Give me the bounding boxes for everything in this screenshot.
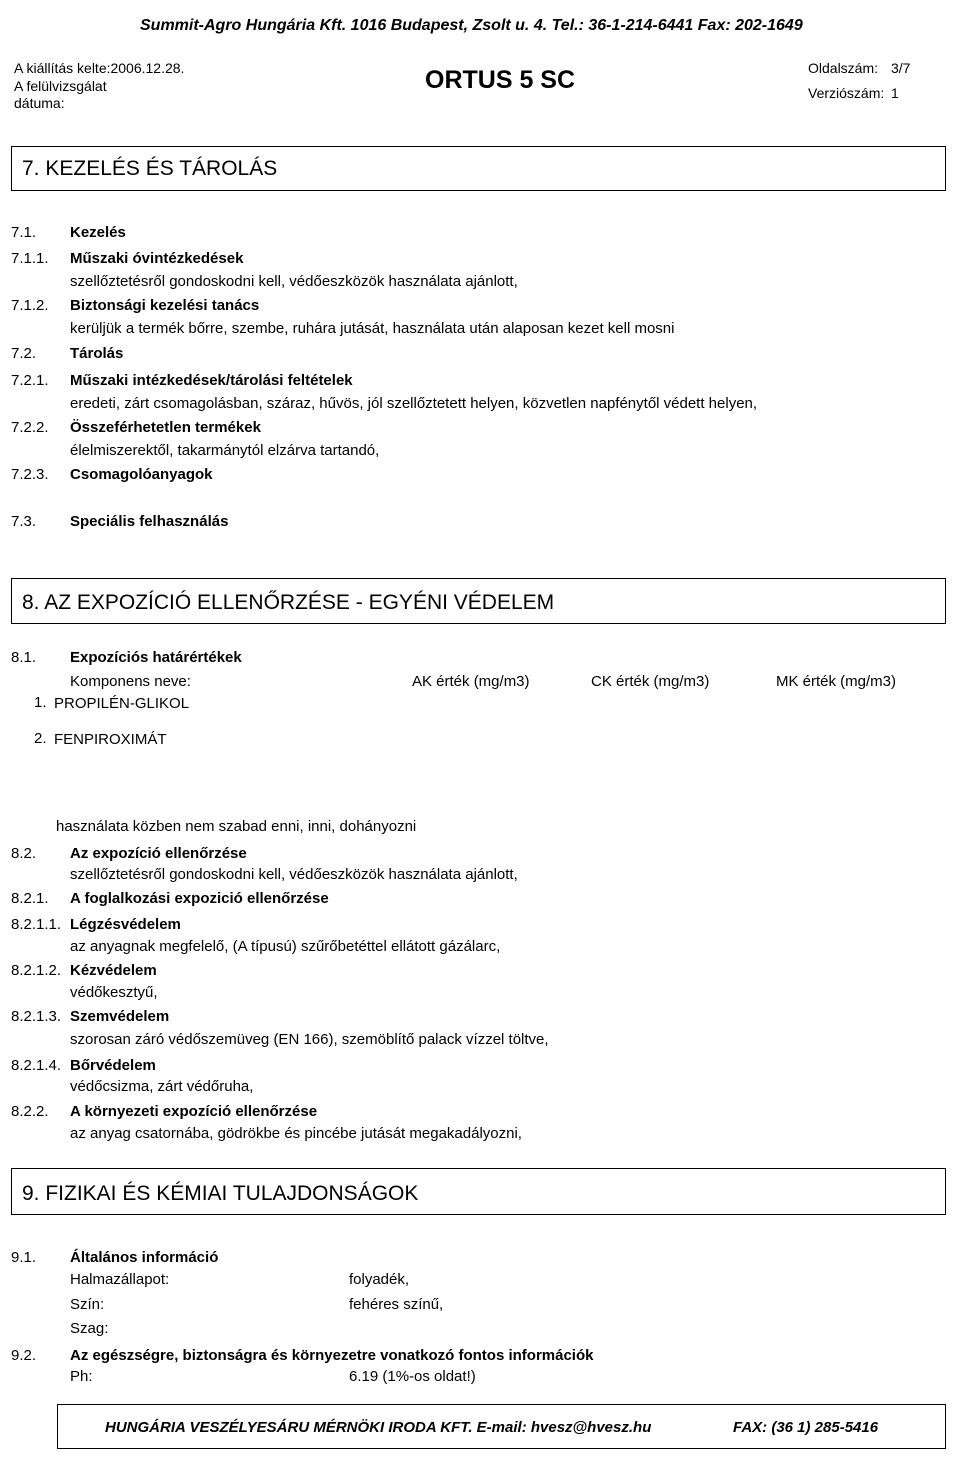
s8-num-6: 8.2.2. [11, 1103, 49, 1120]
issue-date: A kiállítás kelte:2006.12.28. [14, 60, 185, 76]
header-company: Summit-Agro Hungária Kft. 1016 Budapest, Zsolt u. 4. Tel.: 36-1-214-6441 Fax: 202-1649 [140, 17, 803, 34]
s7-num-7: 7.3. [11, 513, 37, 530]
prop-value-ph: 6.19 (1%-os oldat!) [349, 1368, 476, 1385]
section-8-title: 8. AZ EXPOZÍCIÓ ELLENŐRZÉSE - EGYÉNI VÉDELEM [22, 591, 555, 614]
page-value: 3/7 [891, 60, 911, 76]
s8-label-2: Légzésvédelem [70, 916, 181, 933]
limits-col-ck: CK érték (mg/m3) [591, 673, 710, 690]
limits-item-num-0: 1. [34, 694, 47, 711]
page-label: Oldalszám: [808, 60, 879, 76]
version-label: Verziószám: [808, 85, 885, 101]
s8-note: használata közben nem szabad enni, inni, dohányozni [56, 818, 417, 835]
footer-fax: FAX: (36 1) 285-5416 [733, 1419, 879, 1436]
limits-col-mk: MK érték (mg/m3) [776, 673, 897, 690]
s8-text-4: szorosan záró védőszemüveg (EN 166), szemöblítő palack vízzel töltve, [70, 1031, 549, 1048]
s7-label-5: Összeférhetetlen termékek [70, 419, 261, 436]
product-name: ORTUS 5 SC [425, 66, 576, 94]
s8-label-4: Szemvédelem [70, 1008, 170, 1025]
s8-label-0: Az expozíció ellenőrzése [70, 845, 247, 862]
prop-name-odor: Szag: [70, 1320, 109, 1337]
prop-value-color: fehéres színű, [349, 1296, 444, 1313]
section-7-title: 7. KEZELÉS ÉS TÁROLÁS [22, 157, 278, 180]
s7-label-6: Csomagolóanyagok [70, 466, 213, 483]
s7-label-7: Speciális felhasználás [70, 513, 229, 530]
s8-text-0: szellőztetésről gondoskodni kell, védőeszközök használata ajánlott, [70, 866, 518, 883]
prop-name-state: Halmazállapot: [70, 1271, 170, 1288]
s8-label-6: A környezeti expozíció ellenőrzése [70, 1103, 318, 1120]
s9-general-label: Általános információ [70, 1249, 219, 1266]
s7-text-1: szellőztetésről gondoskodni kell, védőeszközök használata ajánlott, [70, 273, 518, 290]
s7-text-5: élelmiszerektől, takarmánytól elzárva tartandó, [70, 442, 380, 459]
s7-text-2: kerüljük a termék bőrre, szembe, ruhára jutását, használata után alaposan kezet kell mosni [70, 320, 675, 337]
s7-text-4: eredeti, zárt csomagolásban, száraz, hűvös, jól szellőztetett helyen, közvetlen napfénytől védett helyen, [70, 395, 758, 412]
revision-label-2: dátuma: [14, 95, 65, 111]
s7-num-4: 7.2.1. [11, 372, 49, 389]
s9-general-num: 9.1. [11, 1249, 37, 1266]
s8-text-2: az anyagnak megfelelő, (A típusú) szűrőbetéttel ellátott gázálarc, [70, 938, 501, 955]
s7-label-4: Műszaki intézkedések/tárolási feltételek [70, 372, 353, 389]
section-9-header [11, 1168, 946, 1215]
s8-num-3: 8.2.1.2. [11, 962, 62, 979]
s8-text-5: védőcsizma, zárt védőruha, [70, 1078, 254, 1095]
s7-label-3: Tárolás [70, 345, 124, 362]
s7-num-3: 7.2. [11, 345, 37, 362]
section-9-title: 9. FIZIKAI ÉS KÉMIAI TULAJDONSÁGOK [22, 1182, 419, 1205]
prop-name-ph: Ph: [70, 1368, 93, 1385]
section-8-header [11, 578, 946, 624]
prop-value-state: folyadék, [349, 1271, 410, 1288]
limits-item-name-1: FENPIROXIMÁT [54, 731, 167, 748]
s9-important-label: Az egészségre, biztonságra és környezetre vonatkozó fontos információk [70, 1347, 594, 1364]
s7-num-1: 7.1.1. [11, 250, 49, 267]
revision-label-1: A felülvizsgálat [14, 78, 107, 94]
s7-num-5: 7.2.2. [11, 419, 49, 436]
s9-important-num: 9.2. [11, 1347, 37, 1364]
s8-label-1: A foglalkozási expozició ellenőrzése [70, 890, 329, 907]
s8-text-3: védőkesztyű, [70, 984, 158, 1001]
section-7-header [11, 146, 946, 191]
limits-item-num-1: 2. [34, 730, 47, 747]
limits-col-component: Komponens neve: [70, 673, 191, 690]
s7-label-2: Biztonsági kezelési tanács [70, 297, 260, 314]
limits-label: Expozíciós határértékek [70, 649, 242, 666]
s8-num-1: 8.2.1. [11, 890, 49, 907]
s8-num-5: 8.2.1.4. [11, 1057, 62, 1074]
s8-num-2: 8.2.1.1. [11, 916, 62, 933]
s8-text-6: az anyag csatornába, gödrökbe és pincébe jutását megakadályozni, [70, 1125, 522, 1142]
s8-label-3: Kézvédelem [70, 962, 157, 979]
s7-label-1: Műszaki óvintézkedések [70, 250, 244, 267]
s7-label-0: Kezelés [70, 224, 126, 241]
footer-company: HUNGÁRIA VESZÉLYESÁRU MÉRNÖKI IRODA KFT. E-mail: hvesz@hvesz.hu [105, 1419, 652, 1436]
s8-num-4: 8.2.1.3. [11, 1008, 62, 1025]
version-value: 1 [891, 85, 899, 101]
footer-box [57, 1404, 946, 1449]
s8-num-0: 8.2. [11, 845, 37, 862]
s8-label-5: Bőrvédelem [70, 1057, 156, 1074]
prop-name-color: Szín: [70, 1296, 105, 1313]
limits-num: 8.1. [11, 649, 37, 666]
s7-num-6: 7.2.3. [11, 466, 49, 483]
s7-num-0: 7.1. [11, 224, 37, 241]
s7-num-2: 7.1.2. [11, 297, 49, 314]
limits-col-ak: AK érték (mg/m3) [412, 673, 530, 690]
limits-item-name-0: PROPILÉN-GLIKOL [54, 695, 190, 712]
